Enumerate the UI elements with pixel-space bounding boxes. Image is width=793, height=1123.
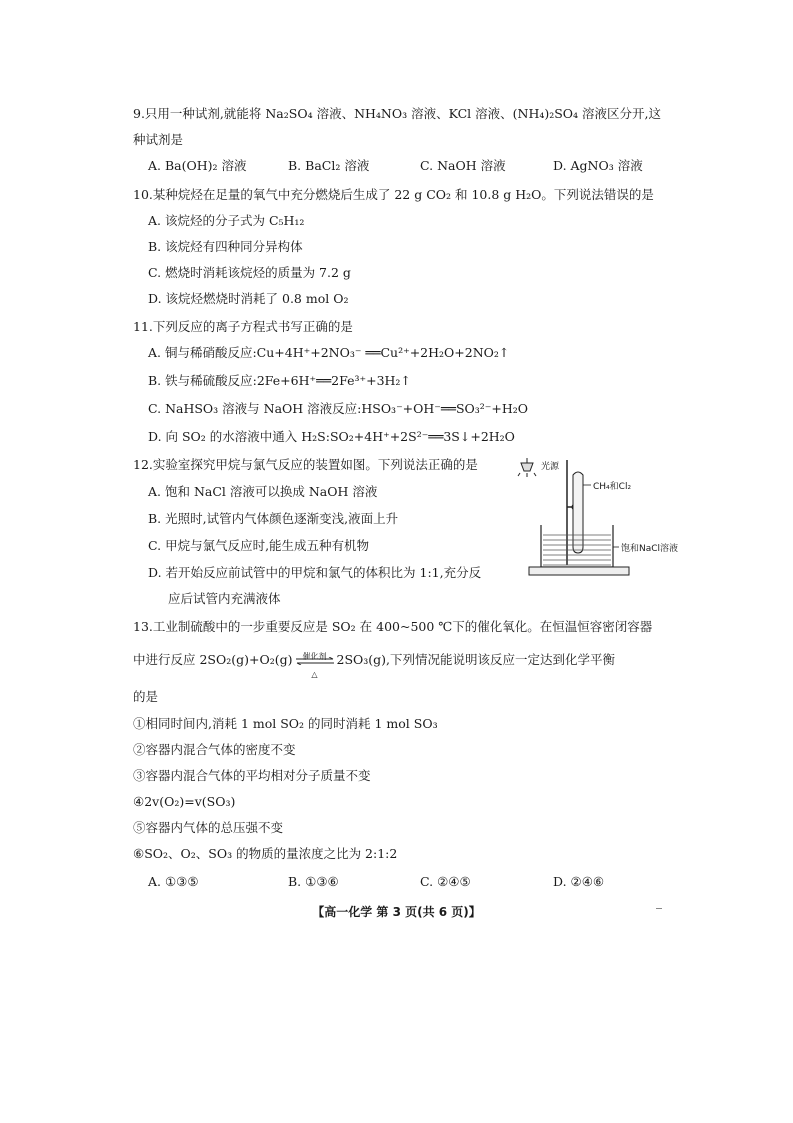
- q13-stem-line1: 13.工业制硫酸中的一步重要反应是 SO₂ 在 400~500 ℃下的催化氧化。在恒温恒容密闭容器: [133, 619, 653, 634]
- q9-option-b[interactable]: B. BaCl₂ 溶液: [288, 158, 370, 173]
- q10-option-c[interactable]: C. 燃烧时消耗该烷烃的质量为 7.2 g: [148, 265, 351, 280]
- q13-stem-line3: 的是: [133, 689, 159, 704]
- q13-statement-6: ⑥SO₂、O₂、SO₃ 的物质的量浓度之比为 2:1:2: [133, 846, 398, 861]
- q13-statement-1: ①相同时间内,消耗 1 mol SO₂ 的同时消耗 1 mol SO₃: [133, 716, 438, 731]
- q13-statement-3: ③容器内混合气体的平均相对分子质量不变: [133, 768, 371, 783]
- q9-stem-line1: 9.只用一种试剂,就能将 Na₂SO₄ 溶液、NH₄NO₃ 溶液、KCl 溶液、(NH₄)₂SO₄ 溶液区分开,这: [133, 106, 662, 121]
- q13-statement-4: ④2v(O₂)=v(SO₃): [133, 794, 236, 809]
- gas-label: CH₄和Cl₂: [593, 482, 632, 492]
- reversible-arrow-icon: [295, 651, 335, 679]
- apparatus-diagram: [515, 455, 680, 580]
- q10-option-b[interactable]: B. 该烷烃有四种同分异构体: [148, 239, 303, 254]
- q12-option-d-line2: 应后试管内充满液体: [168, 591, 281, 606]
- q13-products: 2SO₃(g),下列情况能说明该反应一定达到化学平衡: [336, 652, 616, 667]
- q11-option-c[interactable]: C. NaHSO₃ 溶液与 NaOH 溶液反应:HSO₃⁻+OH⁻══SO₃²⁻+H₂O: [148, 401, 529, 416]
- scan-mark: [656, 908, 662, 909]
- q10-option-d[interactable]: D. 该烷烃燃烧时消耗了 0.8 mol O₂: [148, 291, 349, 306]
- equilibrium-arrow-icon: [295, 657, 335, 665]
- catalyst-label: 催化剂: [302, 651, 327, 661]
- q9-option-a[interactable]: A. Ba(OH)₂ 溶液: [148, 158, 247, 173]
- q11-option-b[interactable]: B. 铁与稀硫酸反应:2Fe+6H⁺══2Fe³⁺+3H₂↑: [148, 373, 411, 388]
- q10-stem: 10.某种烷烃在足量的氧气中充分燃烧后生成了 22 g CO₂ 和 10.8 g H₂O。下列说法错误的是: [133, 187, 654, 202]
- q12-stem: 12.实验室探究甲烷与氯气反应的装置如图。下列说法正确的是: [133, 457, 478, 472]
- q9-option-d[interactable]: D. AgNO₃ 溶液: [553, 158, 643, 173]
- apparatus-figure: [515, 455, 680, 584]
- heat-label: △: [311, 669, 318, 679]
- q13-statement-2: ②容器内混合气体的密度不变: [133, 742, 296, 757]
- q13-option-d[interactable]: D. ②④⑥: [553, 874, 605, 889]
- q13-stem-line2: [133, 651, 616, 679]
- q13-option-c[interactable]: C. ②④⑤: [420, 874, 471, 889]
- q13-option-a[interactable]: A. ①③⑤: [148, 874, 199, 889]
- light-source-label: 光源: [541, 462, 560, 472]
- q11-stem: 11.下列反应的离子方程式书写正确的是: [133, 319, 353, 334]
- page-footer: 【高一化学 第 3 页(共 6 页)】: [312, 905, 481, 919]
- q12-option-d-line1[interactable]: D. 若开始反应前试管中的甲烷和氯气的体积比为 1:1,充分反: [148, 565, 482, 580]
- q12-option-c[interactable]: C. 甲烷与氯气反应时,能生成五种有机物: [148, 538, 370, 553]
- q13-statement-5: ⑤容器内气体的总压强不变: [133, 820, 284, 835]
- q13-option-b[interactable]: B. ①③⑥: [288, 874, 339, 889]
- q9-stem-line2: 种试剂是: [133, 132, 184, 147]
- q9-option-c[interactable]: C. NaOH 溶液: [420, 158, 506, 173]
- q11-option-d[interactable]: D. 向 SO₂ 的水溶液中通入 H₂S:SO₂+4H⁺+2S²⁻══3S↓+2H₂O: [148, 429, 515, 444]
- q10-option-a[interactable]: A. 该烷烃的分子式为 C₅H₁₂: [148, 213, 305, 228]
- q12-option-b[interactable]: B. 光照时,试管内气体颜色逐渐变浅,液面上升: [148, 511, 399, 526]
- solution-label: 饱和NaCl溶液: [621, 544, 679, 554]
- q11-option-a[interactable]: A. 铜与稀硝酸反应:Cu+4H⁺+2NO₃⁻ ══Cu²⁺+2H₂O+2NO₂↑: [148, 345, 510, 360]
- q12-option-a[interactable]: A. 饱和 NaCl 溶液可以换成 NaOH 溶液: [148, 484, 378, 499]
- q13-reactants: 中进行反应 2SO₂(g)+O₂(g): [133, 652, 293, 667]
